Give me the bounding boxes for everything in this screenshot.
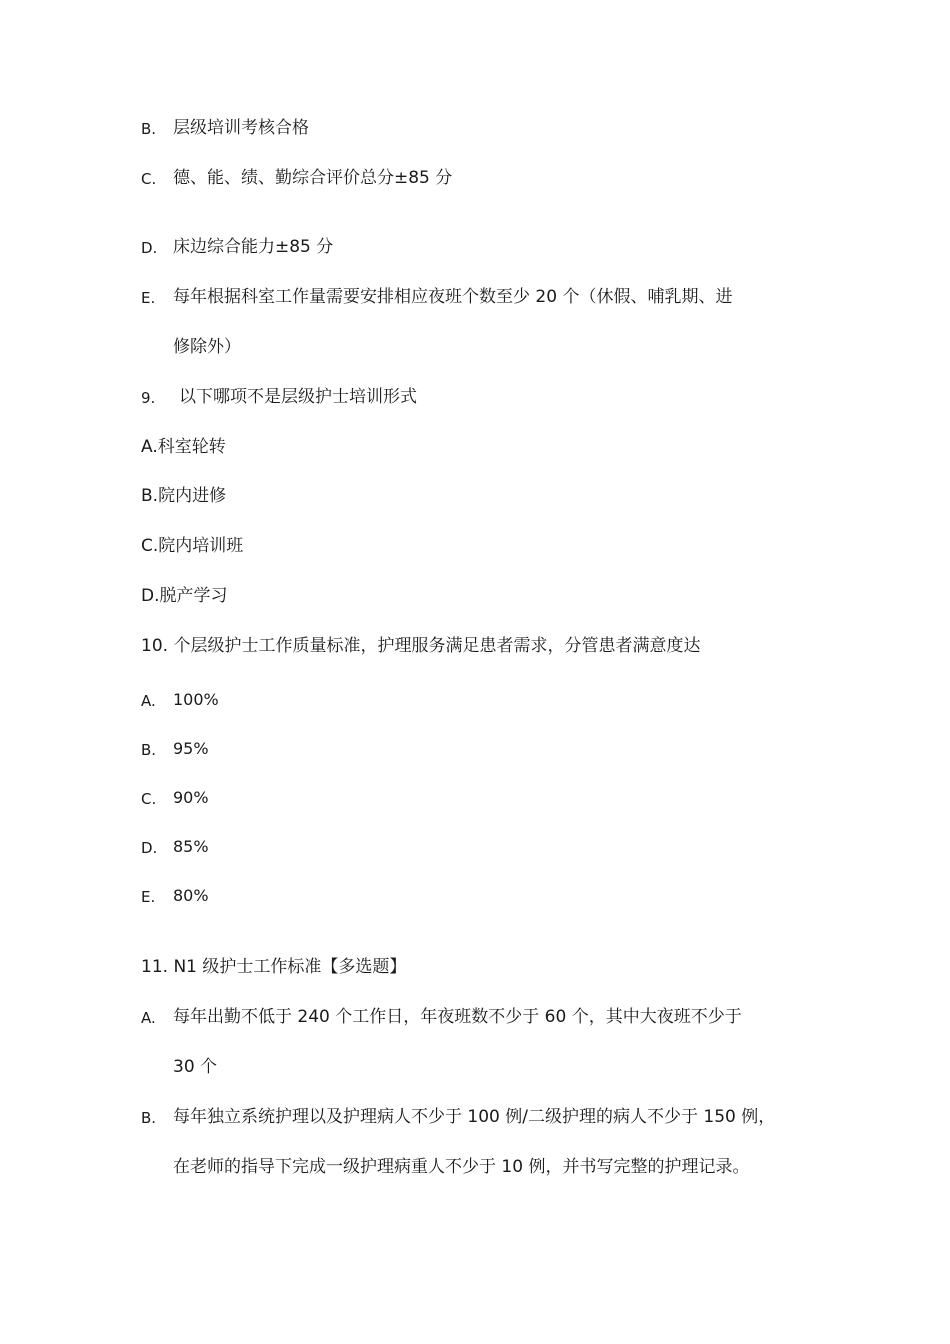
- question-stem: 以下哪项不是层级护士培训形式: [179, 387, 417, 407]
- option-text-continuation: 30 个: [173, 1057, 218, 1077]
- option-text: 85%: [173, 837, 209, 856]
- option-line: B.院内进修: [141, 486, 227, 506]
- option-text: 80%: [173, 886, 209, 905]
- question-stem: 11. N1 级护士工作标准【多选题】: [141, 957, 407, 977]
- option-text: 层级培训考核合格: [173, 118, 309, 138]
- option-marker: B.: [141, 1109, 157, 1127]
- option-marker: C.: [141, 790, 157, 808]
- option-marker: B.: [141, 120, 157, 138]
- option-marker: E.: [141, 888, 156, 906]
- option-text: 95%: [173, 739, 209, 758]
- option-text: 每年出勤不低于 240 个工作日，年夜班数不少于 60 个，其中大夜班不少于: [173, 1007, 742, 1027]
- option-marker: A.: [141, 1009, 156, 1027]
- option-text-continuation: 在老师的指导下完成一级护理病重人不少于 10 例，并书写完整的护理记录。: [173, 1157, 750, 1177]
- option-marker: A.: [141, 692, 156, 710]
- option-text-continuation: 修除外）: [173, 337, 241, 357]
- question-stem: 10. 个层级护士工作质量标准，护理服务满足患者需求，分管患者满意度达: [141, 636, 701, 656]
- option-text: 90%: [173, 788, 209, 807]
- option-marker: C.: [141, 170, 157, 188]
- option-marker: D.: [141, 239, 158, 257]
- option-text: 每年根据科室工作量需要安排相应夜班个数至少 20 个（休假、哺乳期、进: [173, 287, 733, 307]
- question-number: 9.: [141, 389, 156, 407]
- option-marker: D.: [141, 839, 158, 857]
- option-line: C.院内培训班: [141, 536, 244, 556]
- option-text: 100%: [173, 690, 219, 709]
- option-text: 每年独立系统护理以及护理病人不少于 100 例/二级护理的病人不少于 150 例，: [173, 1107, 776, 1127]
- option-text: 床边综合能力±85 分: [173, 237, 334, 257]
- option-line: D.脱产学习: [141, 586, 228, 606]
- option-marker: B.: [141, 741, 157, 759]
- option-line: A.科室轮转: [141, 437, 226, 457]
- option-marker: E.: [141, 289, 156, 307]
- option-text: 德、能、绩、勤综合评价总分±85 分: [173, 168, 453, 188]
